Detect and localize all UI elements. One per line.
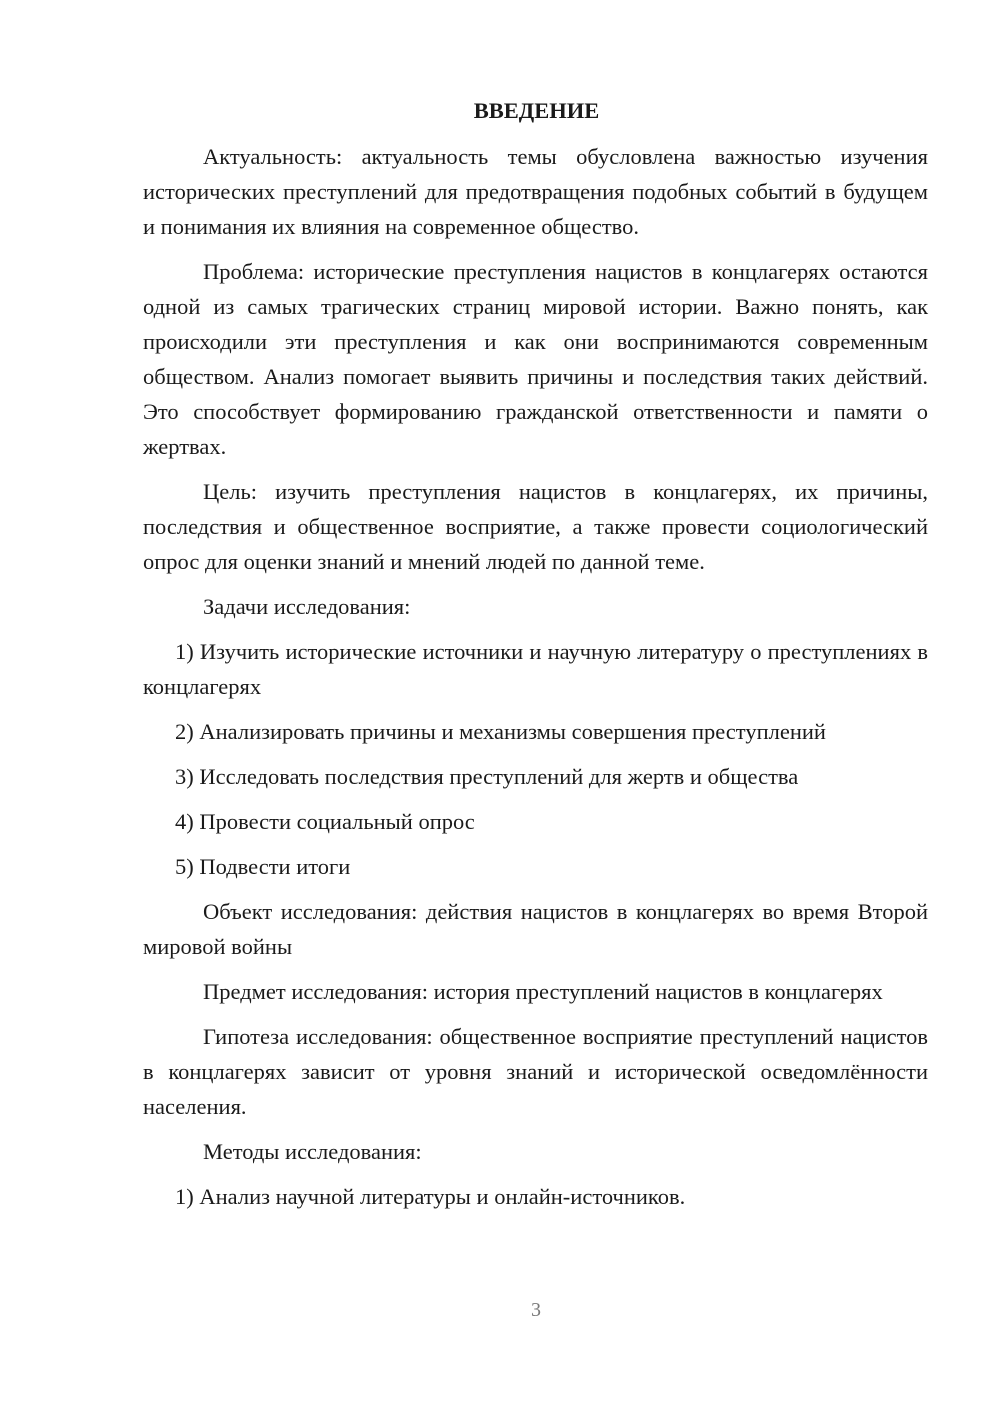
methods-label: Методы исследования: [203, 1139, 422, 1164]
page-body [143, 93, 928, 1224]
section-heading: ВВЕДЕНИЕ [473, 98, 600, 123]
hypothesis-paragraph: Гипотеза исследования: общественное восприятие преступлений нацистов в концлагерях зависит от уровня знаний и исторической осведомлённости населения. [143, 1024, 928, 1119]
object-paragraph: Объект исследования: действия нацистов в концлагерях во время Второй мировой войны [143, 899, 928, 959]
method-item: 1) Анализ научной литературы и онлайн-источников. [175, 1184, 686, 1209]
tasks-label: Задачи исследования: [203, 594, 411, 619]
page-number: 3 [531, 1299, 541, 1321]
goal-paragraph: Цель: изучить преступления нацистов в концлагерях, их причины, последствия и общественное восприятие, а также провести социологический опрос для оценки знаний и мнений людей по данной теме. [143, 479, 928, 574]
problem-paragraph: Проблема: исторические преступления нацистов в концлагерях остаются одной из самых трагических страниц мировой истории. Важно понять, как происходили эти преступления и как они воспринимаются современным обществом. Анализ помогает выявить причины и последствия таких действий. Это способствует формированию гражданской ответственности и памяти о жертвах. [143, 259, 928, 459]
subject-paragraph: Предмет исследования: история преступлений нацистов в концлагерях [203, 979, 883, 1004]
task-item: 2) Анализировать причины и механизмы совершения преступлений [175, 719, 826, 744]
task-item: 3) Исследовать последствия преступлений для жертв и общества [175, 764, 799, 789]
relevance-paragraph: Актуальность: актуальность темы обусловлена важностью изучения исторических преступлений для предотвращения подобных событий в будущем и понимания их влияния на современное общество. [143, 144, 928, 239]
task-item: 4) Провести социальный опрос [175, 809, 475, 834]
task-item: 1) Изучить исторические источники и научную литературу о преступлениях в концлагерях [143, 639, 928, 699]
task-item: 5) Подвести итоги [175, 854, 351, 879]
